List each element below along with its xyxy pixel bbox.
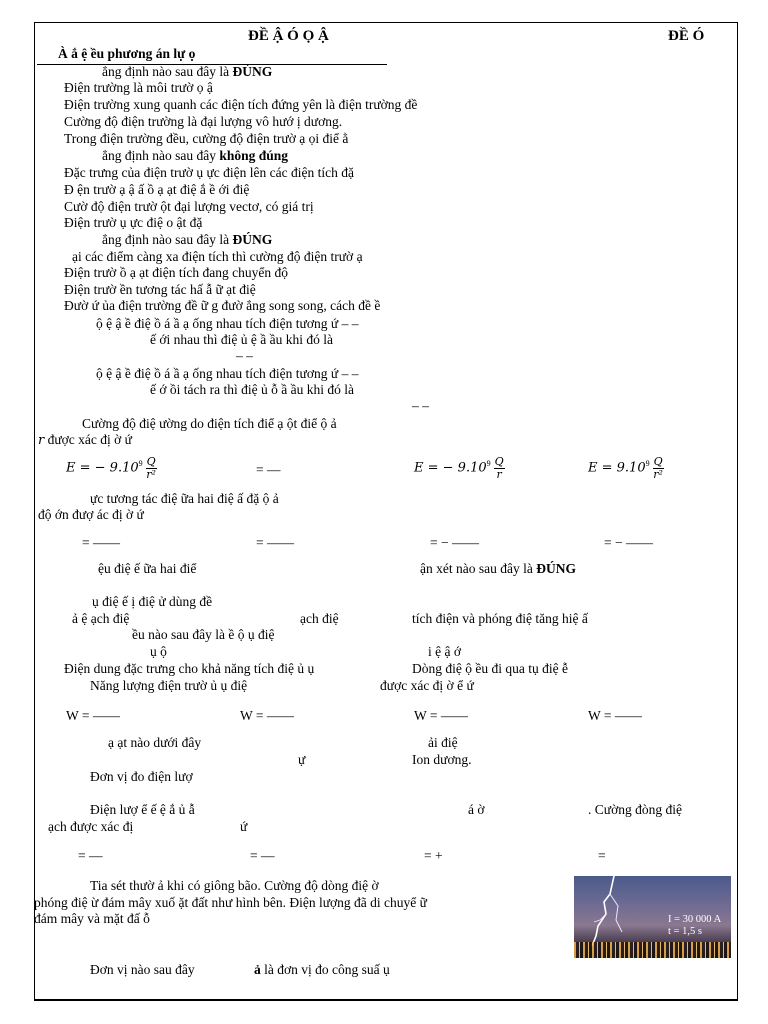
q12-option-b: ự <box>298 752 306 767</box>
question-3-stem: ẳng định nào sau đây là ĐÚNG <box>102 232 273 247</box>
question-14-stem-1c: . Cường đòng điệ <box>588 802 682 817</box>
q7-option-d: = − —— <box>604 535 653 550</box>
question-7-stem-1: ực tương tác điệ ữa hai điệ ấ đặ ộ ả <box>90 491 279 506</box>
question-15-stem-2: phóng điệ ừ đám mây xuố ặt đất như hình bên. Điện lượng đã di chuyể ữ <box>34 895 427 910</box>
q10-option-b: i ệ ậ ớ <box>428 644 461 659</box>
q12-option-a: ải điệ <box>428 735 458 750</box>
question-14-stem-2b: ứ <box>240 819 248 834</box>
q9-option-a: ả ệ ạch điệ <box>72 611 130 626</box>
q1-option-a: Điện trường là môi trườ ọ ậ <box>64 80 213 95</box>
question-15-stem-3: đám mây và mặt đấ ỗ <box>34 911 150 926</box>
q11-option-a: W = —— <box>66 708 120 723</box>
question-4-stem-2: ế ới nhau thì điệ ủ ệ ầ ầu khi đó là <box>150 332 333 347</box>
q10-option-a: ụ ộ <box>150 644 167 659</box>
question-10-stem: ều nào sau đây là ề ộ ụ điệ <box>132 627 275 642</box>
q9-option-b: ạch điệ <box>300 611 339 626</box>
q11-option-d: W = —— <box>588 708 642 723</box>
question-4-answers: – – <box>236 348 253 363</box>
lightning-photo <box>574 876 731 958</box>
question-1-stem: ẳng định nào sau đây là ĐÚNG <box>102 64 273 79</box>
q7-option-b: = —— <box>256 535 294 550</box>
question-15-stem-1: Tia sét thườ ả khi có giông bão. Cường độ dòng điệ ờ <box>90 878 379 893</box>
doc-title-right: ĐỀ Ó <box>668 28 705 44</box>
q7-option-a: = —— <box>82 535 120 550</box>
q10-option-c: Điện dung đặc trưng cho khả năng tích điệ ủ ụ <box>64 661 315 676</box>
question-11-stem-b: được xác đị ờ ể ứ <box>380 678 474 693</box>
q10-option-d: Dòng điệ ộ ều đi qua tụ điệ ễ <box>412 661 568 676</box>
question-5-stem-2: ế ớ ồi tách ra thì điệ ủ ỗ ầ ầu khi đó là <box>150 382 354 397</box>
q12-option-c: Ion dương. <box>412 752 472 767</box>
q1-option-c: Cường độ điện trường là đại lượng vô hướ ị dương. <box>64 114 343 129</box>
question-14-stem-1: Điện lượ ể ế ệ ắ ủ ẫ <box>90 802 195 817</box>
q14-option-c: = + <box>424 848 443 863</box>
doc-title: ĐỀ Ậ Ó Ọ Ậ <box>248 28 329 44</box>
q2-option-b: Đ ện trườ ạ ậ ấ ồ ạ ạt điệ ắ ề ới điệ <box>64 182 250 197</box>
question-6-stem-1: Cường độ điệ ường do điện tích điể ạ ột điể ộ ả <box>82 416 337 431</box>
q2-option-c: Cườ độ điện trườ ột đại lượng vectơ, có giá trị <box>64 199 314 214</box>
q3-option-c: Điện trườ ền tương tác hấ ẫ ữ ạt điệ <box>64 282 256 297</box>
q14-option-b: = — <box>250 848 275 863</box>
q3-option-d: Đườ ứ ủa điện trường đề ữ g đườ ẳng song song, cách đề ề <box>64 298 381 313</box>
question-4-stem-1: ộ ệ ậ ề điệ ồ á ầ ạ ống nhau tích điện tương ứ – – <box>96 316 359 331</box>
q2-option-a: Đặc trưng của điện trườ ụ ực điện lên các điện tích đặ <box>64 165 354 180</box>
q3-option-a: ại các điểm càng xa điện tích thì cường độ điện trườ ạ <box>72 249 363 264</box>
q1-option-b: Điện trường xung quanh các điện tích đứng yên là điện trường đề <box>64 97 418 112</box>
q6-option-c: E = − $9.10^9$ $\frac{Q}{r}$ <box>414 455 504 481</box>
question-2-stem: ẳng định nào sau đây không đúng <box>102 148 289 163</box>
question-14-stem-1b: á ờ <box>468 802 485 817</box>
question-13-stem: Đơn vị đo điện lượ <box>90 769 193 784</box>
q11-option-b: W = —— <box>240 708 294 723</box>
question-8-stem-b: ận xét nào sau đây là ĐÚNG <box>420 561 576 576</box>
q14-option-a: = — <box>78 848 103 863</box>
q11-option-c: W = —— <box>414 708 468 723</box>
doc-subtitle: À ắ ệ ều phương án lự ọ <box>58 46 196 61</box>
q3-option-b: Điện trườ ồ ạ ạt điện tích đang chuyển độ <box>64 265 289 280</box>
q9-option-c: tích điện và phóng điệ tăng hiệ ấ <box>412 611 588 626</box>
q14-option-d: = <box>598 848 606 863</box>
question-7-stem-2: độ ớn đượ ác đị ờ ứ <box>38 507 144 522</box>
question-6-stem-2: r được xác đị ờ ứ <box>38 432 132 448</box>
photo-caption: I = 30 000 A t = 1,5 s <box>668 914 722 937</box>
q7-option-c: = − —— <box>430 535 479 550</box>
question-12-stem: ạ ạt nào dưới đây <box>108 735 202 750</box>
q6-option-d: $E = 9.10^9$ $\frac{Q}{\text{r²}}$ <box>588 455 663 481</box>
question-9-stem: ụ điệ ế ị điệ ử dùng đề <box>92 594 213 609</box>
question-5-stem-1: ộ ệ ậ ề điệ ồ á ầ ạ ống nhau tích điện tương ứ – – <box>96 366 359 381</box>
city-lights <box>574 942 731 958</box>
question-11-stem-a: Năng lượng điện trườ ủ ụ điệ <box>90 678 248 693</box>
q6-option-a: E = − $9.10^9$ $\frac{Q}{\text{r²}}$ <box>66 455 156 481</box>
question-16-stem: Đơn vị nào sau đây ả là đơn vị đo công suấ ụ <box>90 962 390 977</box>
question-14-stem-2: ạch được xác đị <box>48 819 134 834</box>
q6-option-b: = — <box>256 462 281 477</box>
q1-option-d: Trong điện trường đều, cường độ điện trườ ạ ọi điể ằ <box>64 131 349 146</box>
q2-option-d: Điện trườ ụ ực điệ o ật đặ <box>64 215 203 230</box>
question-8-stem-a: ệu điệ ế ữa hai điể <box>98 561 197 576</box>
question-5-answers: – – <box>412 398 429 413</box>
